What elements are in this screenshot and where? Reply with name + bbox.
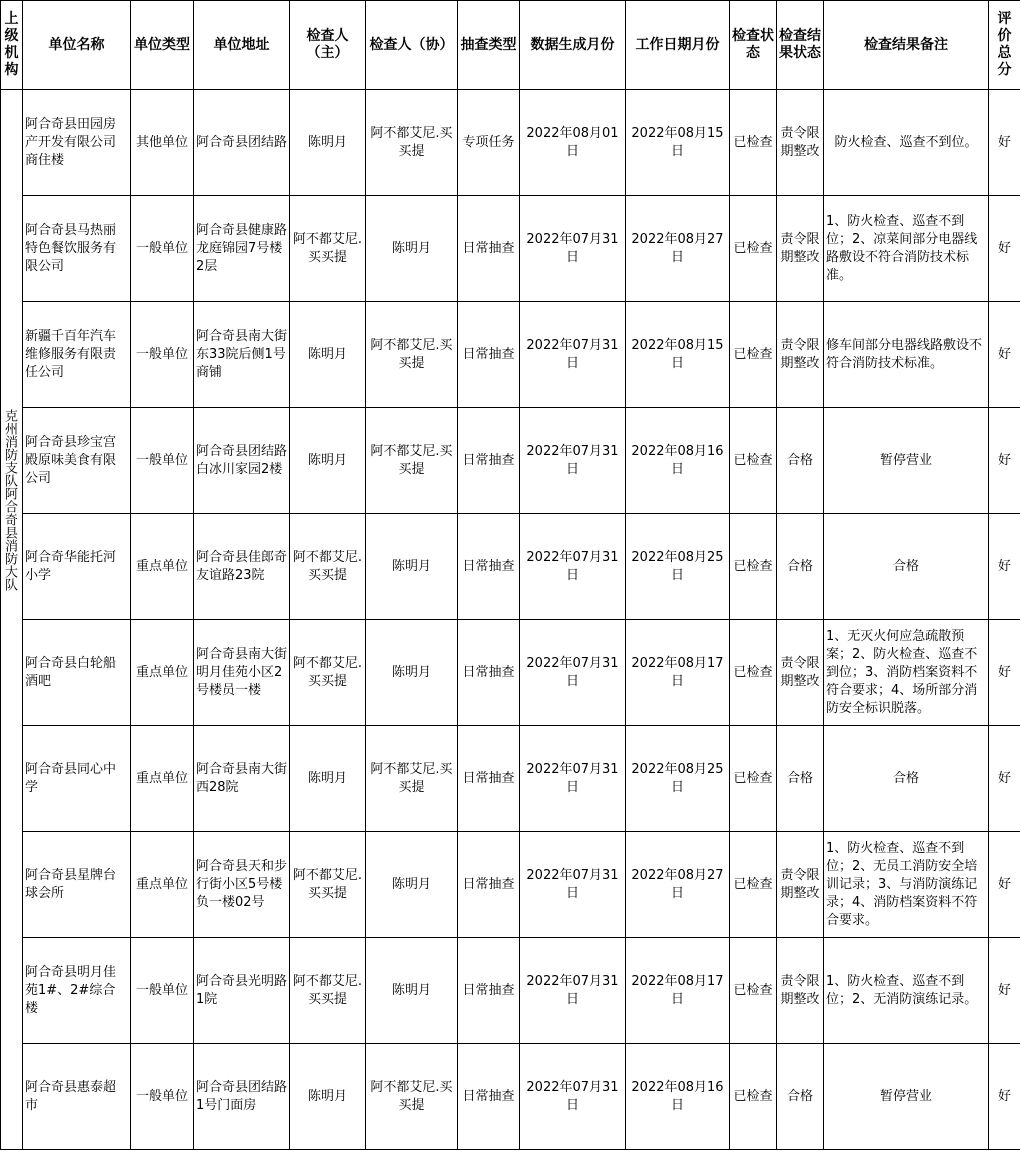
unit-address: 阿合奇县南大街西28院	[194, 726, 290, 832]
score: 好	[989, 1044, 1020, 1150]
check-status: 已检查	[730, 302, 777, 408]
unit-name: 阿合奇县星牌台球会所	[23, 832, 131, 938]
inspector-main: 阿不都艾尼.买买提	[290, 620, 366, 726]
check-type: 日常抽查	[458, 620, 520, 726]
unit-name: 阿合奇县珍宝宫殿原味美食有限公司	[23, 408, 131, 514]
table-row	[1, 938, 1020, 1044]
header-work-month: 工作日期月份	[626, 1, 730, 90]
check-type: 专项任务	[458, 90, 520, 196]
check-status: 已检查	[730, 1044, 777, 1150]
gen-month: 2022年08月01日	[520, 90, 626, 196]
check-status: 已检查	[730, 514, 777, 620]
unit-address: 阿合奇县团结路	[194, 90, 290, 196]
unit-address: 阿合奇县天和步行街小区5号楼负一楼02号	[194, 832, 290, 938]
table-row	[1, 408, 1020, 514]
work-month: 2022年08月27日	[626, 196, 730, 302]
result-status: 责令限期整改	[777, 938, 824, 1044]
check-status: 已检查	[730, 938, 777, 1044]
unit-name: 阿合奇县惠泰超市	[23, 1044, 131, 1150]
gen-month: 2022年07月31日	[520, 1044, 626, 1150]
table-row	[1, 302, 1020, 408]
result-note: 修车间部分电器线路敷设不符合消防技术标准。	[824, 302, 989, 408]
work-month: 2022年08月17日	[626, 938, 730, 1044]
table-row	[1, 832, 1020, 938]
unit-type: 一般单位	[131, 1044, 194, 1150]
gen-month: 2022年07月31日	[520, 620, 626, 726]
header-gen-month: 数据生成月份	[520, 1, 626, 90]
result-status: 责令限期整改	[777, 832, 824, 938]
inspector-assist: 陈明月	[366, 620, 458, 726]
check-status: 已检查	[730, 196, 777, 302]
inspector-main: 阿不都艾尼.买买提	[290, 196, 366, 302]
result-status: 责令限期整改	[777, 620, 824, 726]
score: 好	[989, 90, 1020, 196]
unit-type: 重点单位	[131, 620, 194, 726]
work-month: 2022年08月15日	[626, 90, 730, 196]
result-status: 合格	[777, 1044, 824, 1150]
score: 好	[989, 196, 1020, 302]
check-status: 已检查	[730, 620, 777, 726]
header-addr: 单位地址	[194, 1, 290, 90]
score: 好	[989, 408, 1020, 514]
header-insp-main: 检查人（主）	[290, 1, 366, 90]
inspector-assist: 陈明月	[366, 196, 458, 302]
table-row	[1, 620, 1020, 726]
check-status: 已检查	[730, 408, 777, 514]
unit-name: 新疆千百年汽车维修服务有限责任公司	[23, 302, 131, 408]
unit-address: 阿合奇县团结路1号门面房	[194, 1044, 290, 1150]
unit-type: 一般单位	[131, 302, 194, 408]
check-status: 已检查	[730, 726, 777, 832]
score: 好	[989, 726, 1020, 832]
unit-name: 阿合奇县同心中学	[23, 726, 131, 832]
parent-org: 克州消防支队阿合奇县消防大队	[2, 408, 17, 591]
unit-name: 阿合奇县明月佳苑1#、2#综合楼	[23, 938, 131, 1044]
work-month: 2022年08月15日	[626, 302, 730, 408]
table-row	[1, 90, 1020, 196]
unit-type: 一般单位	[131, 408, 194, 514]
header-status: 检查状态	[730, 1, 777, 90]
gen-month: 2022年07月31日	[520, 408, 626, 514]
unit-type: 重点单位	[131, 726, 194, 832]
result-status: 责令限期整改	[777, 196, 824, 302]
inspector-assist: 陈明月	[366, 938, 458, 1044]
result-note: 1、无灭火何应急疏散预案；2、防火检查、巡查不到位；3、消防档案资料不符合要求；4、场所部分消防安全标识脱落。	[824, 620, 989, 726]
result-note: 暂停营业	[824, 408, 989, 514]
result-status: 责令限期整改	[777, 302, 824, 408]
result-note: 1、防火检查、巡查不到位；2、凉菜间部分电器线路敷设不符合消防技术标准。	[824, 196, 989, 302]
gen-month: 2022年07月31日	[520, 514, 626, 620]
unit-name: 阿合奇华能托河小学	[23, 514, 131, 620]
score: 好	[989, 832, 1020, 938]
inspector-assist: 阿不都艾尼.买买提	[366, 302, 458, 408]
check-status: 已检查	[730, 90, 777, 196]
result-note: 1、防火检查、巡查不到位；2、无消防演练记录。	[824, 938, 989, 1044]
inspector-main: 阿不都艾尼.买买提	[290, 938, 366, 1044]
unit-type: 其他单位	[131, 90, 194, 196]
unit-type: 一般单位	[131, 938, 194, 1044]
work-month: 2022年08月27日	[626, 832, 730, 938]
unit-name: 阿合奇县田园房产开发有限公司商住楼	[23, 90, 131, 196]
score: 好	[989, 938, 1020, 1044]
work-month: 2022年08月25日	[626, 514, 730, 620]
unit-type: 重点单位	[131, 514, 194, 620]
table-row	[1, 1044, 1020, 1150]
inspector-assist: 陈明月	[366, 514, 458, 620]
parent-org-cell	[1, 90, 23, 1150]
gen-month: 2022年07月31日	[520, 302, 626, 408]
inspector-main: 陈明月	[290, 1044, 366, 1150]
check-type: 日常抽查	[458, 302, 520, 408]
score: 好	[989, 302, 1020, 408]
result-note: 合格	[824, 514, 989, 620]
result-note: 防火检查、巡查不到位。	[824, 90, 989, 196]
table-row	[1, 196, 1020, 302]
inspector-main: 陈明月	[290, 408, 366, 514]
table-row	[1, 726, 1020, 832]
inspector-main: 陈明月	[290, 302, 366, 408]
work-month: 2022年08月16日	[626, 1044, 730, 1150]
header-result: 检查结果状态	[777, 1, 824, 90]
header-insp-assist: 检查人（协）	[366, 1, 458, 90]
gen-month: 2022年07月31日	[520, 832, 626, 938]
result-status: 责令限期整改	[777, 90, 824, 196]
inspector-main: 阿不都艾尼.买买提	[290, 514, 366, 620]
header-org: 上级机构	[1, 1, 23, 90]
table-row	[1, 514, 1020, 620]
inspector-main: 阿不都艾尼.买买提	[290, 832, 366, 938]
header-score: 评价总分	[989, 1, 1020, 90]
gen-month: 2022年07月31日	[520, 938, 626, 1044]
check-type: 日常抽查	[458, 514, 520, 620]
check-type: 日常抽查	[458, 938, 520, 1044]
unit-address: 阿合奇县健康路龙庭锦园7号楼2层	[194, 196, 290, 302]
check-type: 日常抽查	[458, 196, 520, 302]
result-status: 合格	[777, 514, 824, 620]
gen-month: 2022年07月31日	[520, 726, 626, 832]
check-type: 日常抽查	[458, 1044, 520, 1150]
result-note: 合格	[824, 726, 989, 832]
gen-month: 2022年07月31日	[520, 196, 626, 302]
score: 好	[989, 514, 1020, 620]
work-month: 2022年08月25日	[626, 726, 730, 832]
check-status: 已检查	[730, 832, 777, 938]
header-name: 单位名称	[23, 1, 131, 90]
unit-type: 重点单位	[131, 832, 194, 938]
score: 好	[989, 620, 1020, 726]
unit-address: 阿合奇县光明路1院	[194, 938, 290, 1044]
inspector-assist: 阿不都艾尼.买买提	[366, 90, 458, 196]
work-month: 2022年08月16日	[626, 408, 730, 514]
work-month: 2022年08月17日	[626, 620, 730, 726]
header-type: 单位类型	[131, 1, 194, 90]
check-type: 日常抽查	[458, 832, 520, 938]
unit-type: 一般单位	[131, 196, 194, 302]
result-note: 1、防火检查、巡查不到位；2、无员工消防安全培训记录；3、与消防演练记录；4、消防档案资料不符合要求。	[824, 832, 989, 938]
header-note: 检查结果备注	[824, 1, 989, 90]
unit-address: 阿合奇县南大街明月佳苑小区2号楼员一楼	[194, 620, 290, 726]
inspector-main: 陈明月	[290, 726, 366, 832]
unit-address: 阿合奇县佳郎奇友谊路23院	[194, 514, 290, 620]
unit-address: 阿合奇县团结路白冰川家园2楼	[194, 408, 290, 514]
check-type: 日常抽查	[458, 726, 520, 832]
result-status: 合格	[777, 408, 824, 514]
result-status: 合格	[777, 726, 824, 832]
unit-name: 阿合奇县白轮船酒吧	[23, 620, 131, 726]
check-type: 日常抽查	[458, 408, 520, 514]
unit-address: 阿合奇县南大街东33院后侧1号商铺	[194, 302, 290, 408]
inspector-assist: 阿不都艾尼.买买提	[366, 408, 458, 514]
inspector-assist: 阿不都艾尼.买买提	[366, 1044, 458, 1150]
header-check-type: 抽查类型	[458, 1, 520, 90]
unit-name: 阿合奇县马热丽特色餐饮服务有限公司	[23, 196, 131, 302]
header-row	[1, 1, 1020, 90]
inspector-assist: 陈明月	[366, 832, 458, 938]
result-note: 暂停营业	[824, 1044, 989, 1150]
inspector-main: 陈明月	[290, 90, 366, 196]
inspector-assist: 阿不都艾尼.买买提	[366, 726, 458, 832]
